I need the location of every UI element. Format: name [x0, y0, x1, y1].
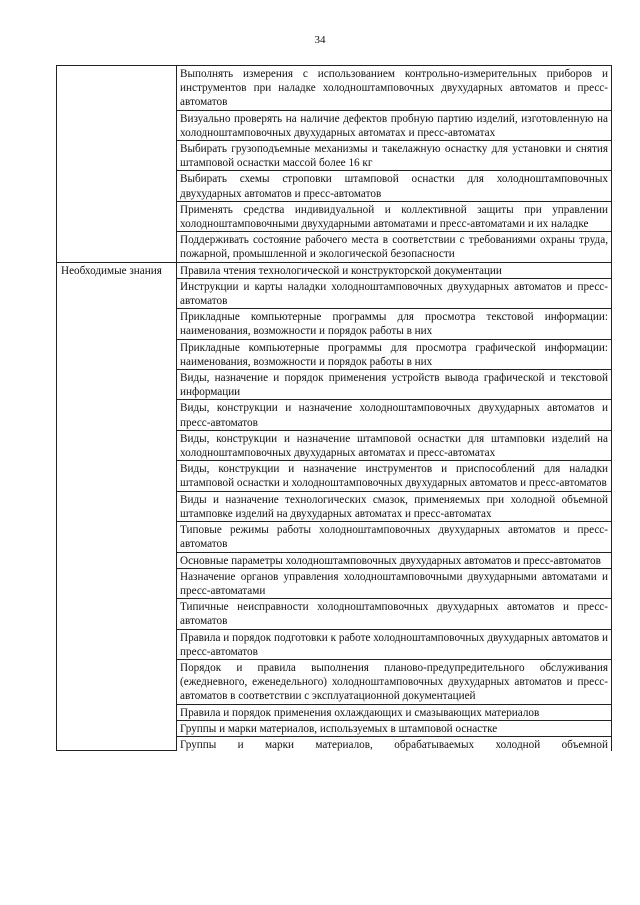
item-cell: Выбирать грузоподъемные механизмы и такелажную оснастку для установки и снятия штамповой оснастки массой более 16 кг: [177, 141, 612, 171]
category-cell: [57, 66, 177, 263]
item-cell: Правила и порядок применения охлаждающих и смазывающих материалов: [177, 704, 612, 720]
item-cell: Назначение органов управления холодноштамповочными двухударными автоматами и пресс-автоматами: [177, 568, 612, 598]
item-cell: Виды, конструкции и назначение штамповой оснастки для штамповки изделий на холодноштамповочных двухударных автоматах и пресс-автоматах: [177, 430, 612, 460]
category-cell-knowledge: Необходимые знания: [57, 262, 177, 751]
item-cell: Типовые режимы работы холодноштамповочных двухударных автоматов и пресс-автоматов: [177, 522, 612, 552]
item-cell: [177, 736, 612, 751]
item-cell: Поддерживать состояние рабочего места в соответствии с требованиями охраны труда, пожарной, промышленной и экологической безопасности: [177, 232, 612, 262]
item-cell: Правила и порядок подготовки к работе холодноштамповочных двухударных автоматов и пресс-автоматов: [177, 629, 612, 659]
item-cell: Виды, конструкции и назначение холодноштамповочных двухударных автоматов и пресс-автоматов: [177, 400, 612, 430]
item-cell: Прикладные компьютерные программы для просмотра графической информации: наименования, возможности и порядок работы в них: [177, 339, 612, 369]
item-cell: Типичные неисправности холодноштамповочных двухударных автоматов и пресс-автоматов: [177, 599, 612, 629]
table-row: [57, 262, 612, 278]
item-cell: Визуально проверять на наличие дефектов пробную партию изделий, изготовленную на холодноштамповочных двухударных автоматах и пресс-автоматах: [177, 110, 612, 140]
item-cell-text: Группы и марки материалов, обрабатываемых холодной объемной: [180, 738, 608, 751]
item-cell: Основные параметры холодноштамповочных двухударных автоматов и пресс-автоматов: [177, 552, 612, 568]
page-number: 34: [314, 34, 326, 46]
item-cell: Виды, конструкции и назначение инструментов и приспособлений для наладки штамповой оснастки и холодноштамповочных двухударных автоматов и пресс-автоматов: [177, 461, 612, 491]
item-cell: Правила чтения технологической и конструкторской документации: [177, 262, 612, 278]
item-cell: Выполнять измерения с использованием контрольно-измерительных приборов и инструментов при наладке холодноштамповочных двухударных автоматов и пресс-автоматов: [177, 66, 612, 111]
item-cell: Виды, назначение и порядок применения устройств вывода графической и текстовой информации: [177, 370, 612, 400]
item-cell: Применять средства индивидуальной и коллективной защиты при управлении холодноштамповочными двухударными автоматами и пресс-автоматами и их наладке: [177, 201, 612, 231]
item-cell: Инструкции и карты наладки холодноштамповочных двухударных автоматов и пресс-автоматов: [177, 278, 612, 308]
item-cell: Группы и марки материалов, используемых в штамповой оснастке: [177, 720, 612, 736]
item-cell: Прикладные компьютерные программы для просмотра текстовой информации: наименования, возможности и порядок работы в них: [177, 309, 612, 339]
table-row: [57, 66, 612, 111]
item-cell: Порядок и правила выполнения планово-предупредительного обслуживания (ежедневного, еженедельного) холодноштамповочных двухударных автоматов и пресс-автоматов в соответствии с эксплуатационной документацией: [177, 659, 612, 704]
item-cell: Выбирать схемы строповки штамповой оснастки для холодноштамповочных двухударных автоматов и пресс-автоматов: [177, 171, 612, 201]
requirements-table: [56, 65, 612, 751]
item-cell: Виды и назначение технологических смазок, применяемых при холодной объемной штамповке изделий на двухударных автоматах и пресс-автоматах: [177, 491, 612, 521]
